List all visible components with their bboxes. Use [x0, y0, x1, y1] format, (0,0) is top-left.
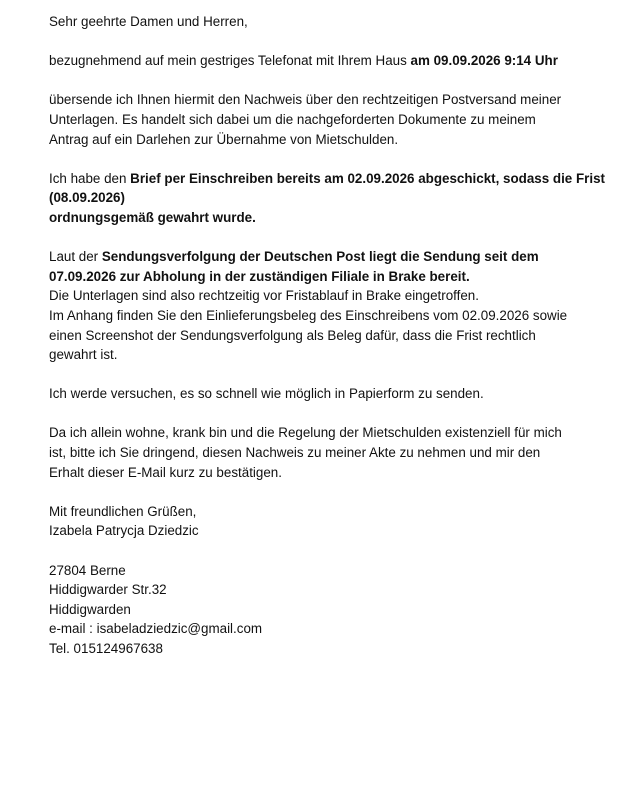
tracking-emphasis: Sendungsverfolgung der Deutschen Post liegt die Sendung seit dem [101, 249, 539, 265]
paragraph-gap [49, 32, 619, 52]
text-line: ist, bitte ich Sie dringend, diesen Nachweis zu meiner Akte zu nehmen und mir den [49, 445, 541, 461]
text-line: Erhalt dieser E-Mail kurz zu bestätigen. [49, 464, 282, 480]
letter-body [49, 12, 619, 659]
paragraph-gap [49, 228, 619, 248]
paragraph-gap [49, 482, 619, 502]
paragraph-phone-call-reference [49, 51, 619, 71]
text-line: Antrag auf ein Darlehen zur Übernahme von Mietschulden. [49, 131, 399, 147]
paragraph-paper-form: Ich werde versuchen, es so schnell wie möglich in Papierform zu senden. [49, 386, 484, 402]
text-line: gewahrt ist. [49, 347, 118, 363]
text-line: Unterlagen. Es handelt sich dabei um die nachgeforderten Dokumente zu meinem [49, 111, 536, 127]
greeting: Sehr geehrte Damen und Herren, [49, 14, 248, 29]
email-address: e-mail : isabeladziedzic@gmail.com [49, 621, 263, 637]
text-line: Die Unterlagen sind also rechtzeitig vor Fristablauf in Brake eingetroffen. [49, 288, 479, 304]
pickup-emphasis: 07.09.2026 zur Abholung in der zuständigen Filiale in Brake bereit. [49, 268, 470, 284]
text-span: bezugnehmend auf mein gestriges Telefonat mit Ihrem Haus [49, 53, 411, 69]
paragraph-proof-of-dispatch [49, 90, 619, 149]
paragraph-gap [49, 71, 619, 91]
deadline-met-emphasis: ordnungsgemäß gewahrt wurde. [49, 209, 256, 225]
signature-name: Izabela Patrycja Dziedzic [49, 523, 199, 539]
text-line: Im Anhang finden Sie den Einlieferungsbeleg des Einschreibens vom 02.09.2026 sowie [49, 307, 568, 323]
text-span: Laut der [49, 249, 102, 265]
call-date-emphasis: am 09.09.2026 9:14 Uhr [410, 53, 558, 69]
phone-number: Tel. 015124967638 [49, 641, 163, 656]
paragraph-gap [49, 541, 619, 561]
address-street: Hiddigwarder Str.32 [49, 582, 167, 598]
dispatch-emphasis: Brief per Einschreiben bereits am 02.09.2026 abgeschickt, sodass die Frist [130, 170, 605, 186]
deadline-date-emphasis: (08.09.2026) [49, 190, 125, 206]
text-span: Ich habe den [49, 170, 131, 186]
text-line: einen Screenshot der Sendungsverfolgung als Beleg dafür, dass die Frist rechtlich [49, 327, 536, 343]
paragraph-gap [49, 404, 619, 424]
paragraph-gap [49, 149, 619, 169]
text-line: Da ich allein wohne, krank bin und die Regelung der Mietschulden existenziell für mich [49, 425, 562, 441]
text-line: übersende ich Ihnen hiermit den Nachweis über den rechtzeitigen Postversand meiner [49, 92, 562, 108]
closing-salutation: Mit freundlichen Grüßen, [49, 503, 197, 519]
paragraph-gap [49, 365, 619, 385]
paragraph-tracking [49, 247, 619, 365]
sender-address-block [49, 561, 619, 659]
paragraph-deadline [49, 169, 619, 228]
paragraph-urgent-request [49, 423, 619, 482]
address-district: Hiddigwarden [49, 601, 131, 617]
address-city: 27804 Berne [49, 562, 126, 578]
